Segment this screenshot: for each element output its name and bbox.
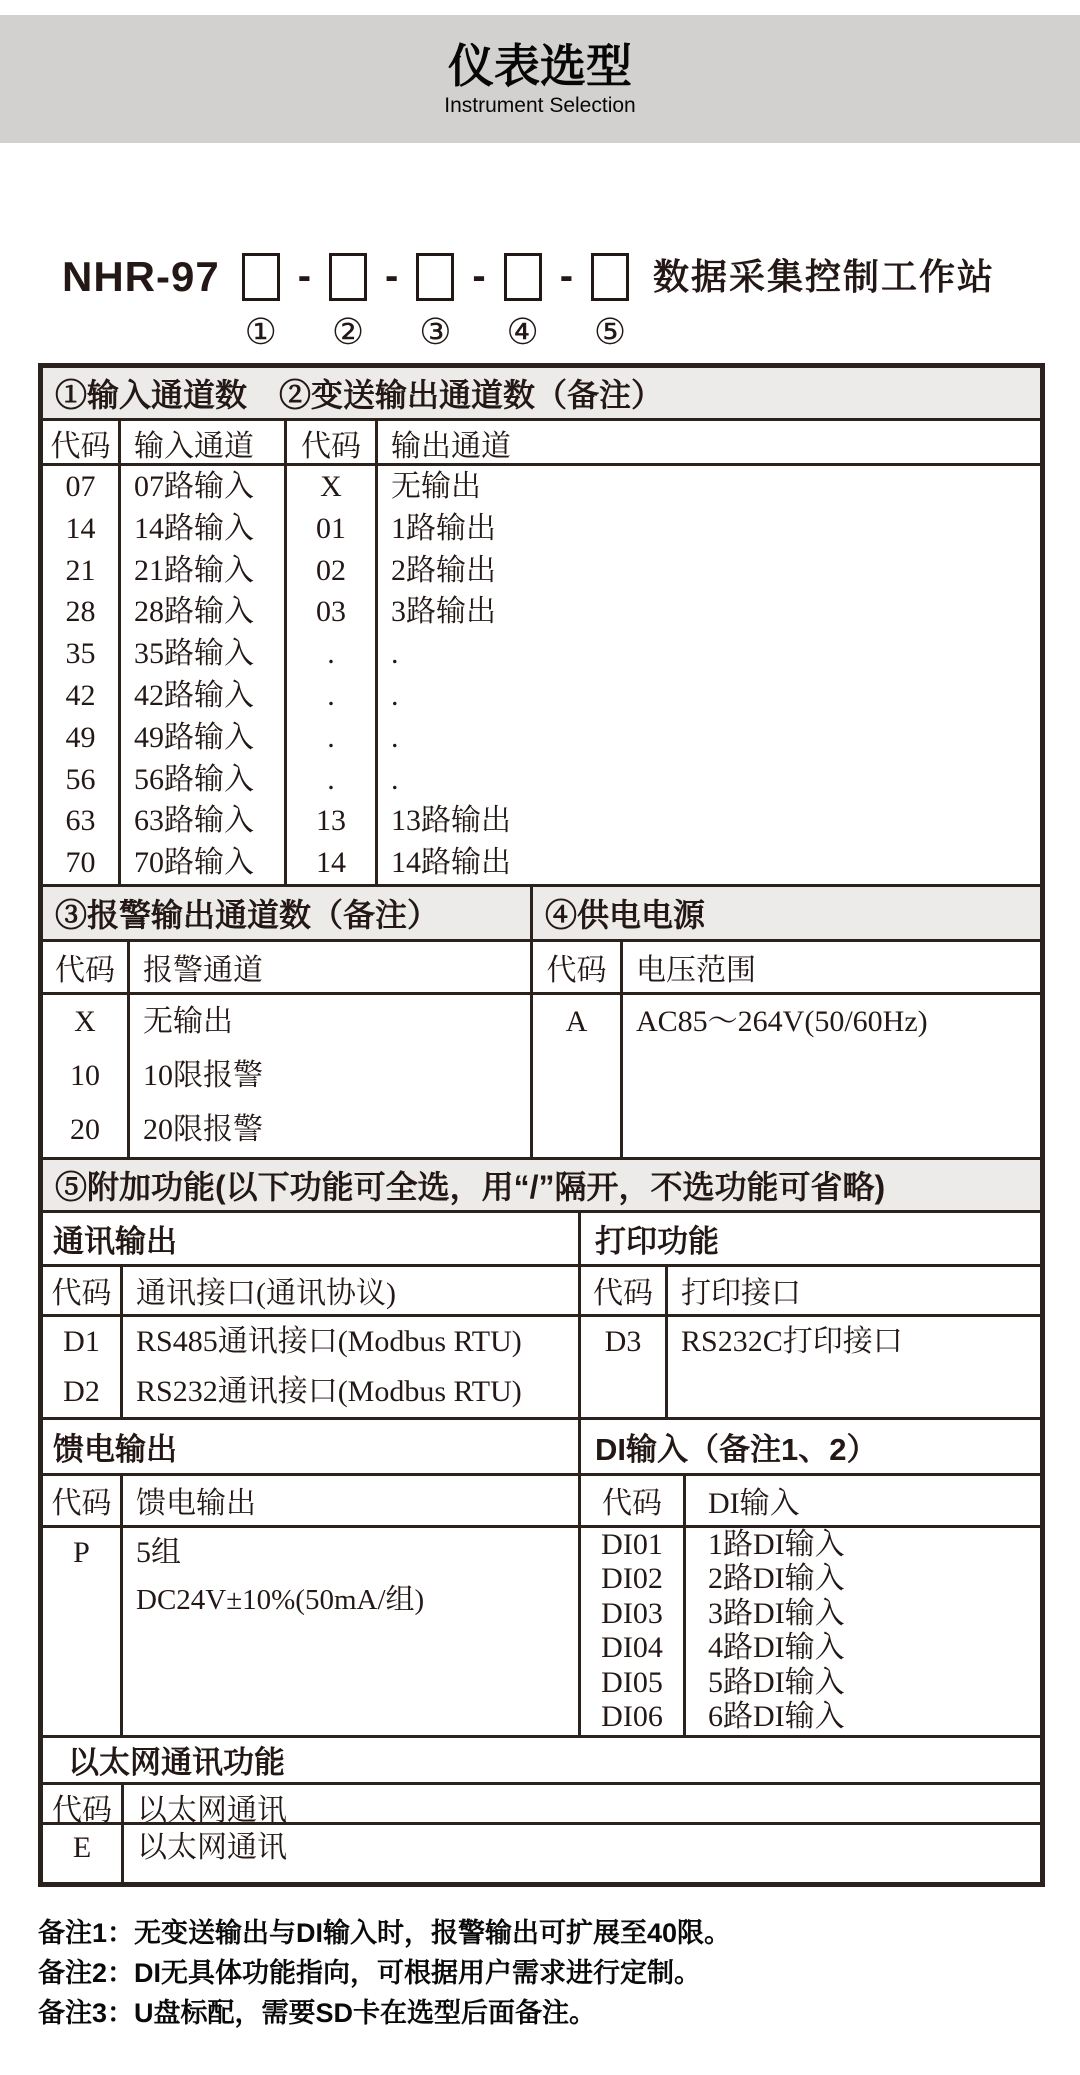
- feed-output-title: 馈电输出: [53, 1431, 177, 1467]
- table-cell: X: [74, 1004, 96, 1038]
- table-cell: 56: [65, 762, 96, 796]
- section-1-2-header: ①输入通道数 ②变送输出通道数（备注）: [43, 368, 1040, 418]
- table-cell: 10: [70, 1058, 100, 1092]
- feed-di-body: [43, 1525, 1040, 1735]
- output-code-column: [284, 466, 375, 884]
- table-cell: .: [327, 762, 335, 796]
- table-cell: 07路输入: [134, 470, 254, 503]
- table-cell: 无输出: [143, 1004, 233, 1038]
- model-slot-1: [242, 253, 280, 351]
- di-code-column: [581, 1528, 683, 1735]
- section-4-body: [530, 995, 1040, 1157]
- feed-label-column: [120, 1528, 578, 1735]
- position-number-1: ①: [244, 312, 277, 352]
- table-cell: 2路输出: [391, 553, 496, 587]
- section-3-4-body: [43, 992, 1040, 1157]
- model-prefix: NHR-97: [62, 253, 220, 300]
- print-code-column: [581, 1317, 665, 1417]
- table-cell: DI04: [601, 1631, 663, 1665]
- input-label-column: [118, 466, 284, 884]
- table-cell: A: [565, 1004, 588, 1038]
- table-cell: 3路输出: [391, 595, 496, 629]
- feed-body: [43, 1528, 578, 1735]
- col-header-feed-output: 馈电输出: [120, 1476, 578, 1525]
- table-cell: 6路DI输入: [708, 1700, 845, 1734]
- table-cell: 21路输入: [134, 553, 254, 587]
- table-cell: 13路输出: [391, 804, 511, 838]
- table-cell: 无输出: [391, 470, 481, 503]
- table-cell: 5组: [136, 1535, 181, 1569]
- section-4-header: ④供电电源: [530, 887, 1040, 939]
- table-cell: RS232通讯接口(Modbus RTU): [136, 1374, 522, 1408]
- col-header-code: 代码: [55, 953, 115, 987]
- alarm-code-column: [43, 995, 127, 1157]
- col-header-code: 代码: [593, 1277, 653, 1311]
- ethernet-code-column: [43, 1825, 121, 1882]
- col-header-output-channel: 输出通道: [375, 421, 1040, 465]
- table-cell: 20: [70, 1112, 100, 1146]
- feed-di-title-row: [43, 1417, 1040, 1473]
- table-cell: 49路输入: [134, 720, 254, 754]
- table-cell: 14: [316, 846, 346, 880]
- ethernet-title: 以太网通讯功能: [43, 1735, 1040, 1782]
- table-cell: P: [73, 1535, 90, 1569]
- table-cell: 63路输入: [134, 804, 254, 838]
- table-cell: 42路输入: [134, 678, 254, 712]
- table-cell: 42: [65, 678, 96, 712]
- model-dash-1: -: [297, 254, 312, 298]
- power-code-column: [533, 995, 620, 1157]
- section-5-header: ⑤附加功能(以下功能可全选，用“/”隔开，不选功能可省略): [43, 1157, 1040, 1210]
- di-label-column: [683, 1528, 1040, 1735]
- di-body: [578, 1528, 1040, 1735]
- section-3-body: [43, 995, 530, 1157]
- table-cell: .: [391, 720, 399, 754]
- table-cell: 4路DI输入: [708, 1631, 845, 1665]
- table-cell: D3: [604, 1324, 642, 1358]
- section-3-4-column-headers: [43, 939, 1040, 992]
- table-cell: E: [72, 1830, 92, 1864]
- page-subtitle: Instrument Selection: [444, 94, 636, 117]
- table-cell: 28路输入: [134, 595, 254, 629]
- model-position-box-2: [329, 253, 367, 301]
- comm-body: [43, 1317, 578, 1417]
- table-cell: DI05: [601, 1665, 663, 1699]
- table-cell: 14: [65, 511, 96, 545]
- table-cell: .: [391, 678, 399, 712]
- col-header-code: 代码: [602, 1487, 662, 1521]
- table-cell: 35路输入: [134, 637, 254, 671]
- print-column-headers: [578, 1267, 1040, 1314]
- table-cell: 1路DI输入: [708, 1527, 845, 1561]
- table-cell: 70: [65, 846, 96, 880]
- alarm-label-column: [127, 995, 530, 1157]
- table-cell: .: [327, 637, 335, 671]
- input-code-column: [43, 466, 118, 884]
- section-4-column-headers: [530, 942, 1040, 992]
- col-header-comm-interface: 通讯接口(通讯协议): [120, 1267, 578, 1314]
- feed-column-headers: [43, 1476, 578, 1525]
- table-cell: 13: [316, 804, 346, 838]
- print-body: [578, 1317, 1040, 1417]
- table-cell: .: [391, 637, 399, 671]
- table-cell: .: [327, 678, 335, 712]
- model-position-box-5: [591, 253, 629, 301]
- note-2: 备注2：DI无具体功能指向，可根据用户需求进行定制。: [38, 1957, 702, 1988]
- table-cell: D2: [63, 1374, 100, 1408]
- section-3-4-header-row: [43, 884, 1040, 939]
- position-number-3: ③: [419, 312, 452, 352]
- table-cell: 3路DI输入: [708, 1596, 845, 1630]
- position-number-2: ②: [331, 312, 365, 352]
- col-header-di-input: DI输入: [683, 1476, 1040, 1525]
- model-slot-5: [591, 253, 629, 351]
- table-cell: 14路输入: [134, 511, 254, 545]
- model-slot-2: [329, 253, 367, 351]
- model-position-box-1: [242, 253, 280, 301]
- position-number-4: ④: [506, 312, 539, 352]
- page-banner: [0, 15, 1080, 143]
- print-function-title: 打印功能: [578, 1213, 1040, 1264]
- model-position-box-3: [416, 253, 454, 301]
- model-slot-4: [504, 253, 542, 351]
- model-position-box-4: [504, 253, 542, 301]
- note-1: 备注1：无变送输出与DI输入时，报警输出可扩展至40限。: [38, 1917, 732, 1948]
- table-cell: 5路DI输入: [708, 1665, 845, 1699]
- comm-column-headers: [43, 1267, 578, 1314]
- table-cell: 35: [65, 637, 96, 671]
- table-cell: .: [391, 762, 399, 796]
- section-1-2-body: [43, 463, 1040, 884]
- table-cell: 49: [65, 720, 96, 754]
- print-label-column: [665, 1317, 1040, 1417]
- comm-print-title-row: [43, 1210, 1040, 1264]
- table-cell: DI03: [601, 1596, 663, 1630]
- selection-table: [38, 363, 1045, 1887]
- col-header-alarm-channel: 报警通道: [127, 942, 530, 992]
- ethernet-body: [43, 1822, 1040, 1882]
- comm-print-column-headers: [43, 1264, 1040, 1314]
- col-header-code: 代码: [51, 1277, 112, 1311]
- table-cell: 63: [65, 804, 96, 838]
- output-label-column: [375, 466, 1040, 884]
- col-header-ethernet: 以太网通讯: [121, 1785, 1040, 1829]
- table-cell: 02: [316, 553, 346, 587]
- col-header-code: 代码: [284, 421, 375, 465]
- col-header-code: 代码: [51, 1487, 112, 1521]
- col-header-input-channel: 输入通道: [118, 421, 284, 465]
- feed-code-column: [43, 1528, 120, 1735]
- col-header-voltage-range: 电压范围: [620, 942, 1040, 992]
- col-header-code: 代码: [50, 430, 111, 463]
- table-cell: 1路输出: [391, 511, 496, 545]
- section-3-column-headers: [43, 942, 530, 992]
- note-3: 备注3：U盘标配，需要SD卡在选型后面备注。: [38, 1997, 597, 2028]
- ethernet-column-headers: [43, 1782, 1040, 1827]
- model-code-diagram: [62, 253, 1080, 351]
- table-cell: 07: [65, 470, 96, 503]
- table-cell: DI01: [601, 1527, 663, 1561]
- table-cell: 2路DI输入: [708, 1562, 845, 1596]
- comm-output-title: 通讯输出: [53, 1223, 177, 1259]
- model-dash-2: -: [385, 254, 399, 298]
- table-cell: D1: [63, 1324, 100, 1358]
- table-cell: X: [320, 470, 342, 503]
- table-cell: DC24V±10%(50mA/组): [136, 1583, 425, 1616]
- table-cell: AC85～264V(50/60Hz): [636, 1004, 928, 1038]
- table-cell: 01: [316, 511, 346, 545]
- page-title: 仪表选型: [448, 40, 632, 92]
- model-dash-3: -: [472, 254, 486, 298]
- table-cell: 10限报警: [143, 1058, 263, 1092]
- table-cell: 20限报警: [143, 1112, 263, 1146]
- feed-di-column-headers: [43, 1473, 1040, 1525]
- position-number-5: ⑤: [593, 312, 627, 352]
- col-header-code: 代码: [546, 953, 607, 987]
- table-cell: RS232C打印接口: [681, 1324, 903, 1358]
- di-input-title: DI输入（备注1、2）: [578, 1420, 1040, 1473]
- comm-print-body: [43, 1314, 1040, 1417]
- table-cell: 28: [65, 595, 96, 629]
- comm-label-column: [120, 1317, 578, 1417]
- table-cell: DI06: [601, 1700, 663, 1734]
- model-dash-4: -: [559, 254, 574, 298]
- model-product-name: 数据采集控制工作站: [653, 256, 996, 297]
- col-header-print-interface: 打印接口: [665, 1267, 1040, 1314]
- table-cell: .: [327, 720, 335, 754]
- table-cell: 以太网通讯: [137, 1830, 287, 1864]
- power-label-column: [620, 995, 1040, 1157]
- comm-code-column: [43, 1317, 120, 1417]
- model-slot-3: [416, 253, 454, 351]
- ethernet-label-column: [121, 1825, 1040, 1882]
- table-cell: 70路输入: [134, 846, 254, 880]
- table-cell: 03: [316, 595, 346, 629]
- section-1-2-column-headers: [43, 418, 1040, 463]
- table-cell: RS485通讯接口(Modbus RTU): [136, 1324, 522, 1358]
- table-cell: 21: [65, 553, 96, 587]
- di-column-headers: [578, 1476, 1040, 1525]
- table-cell: 14路输出: [391, 846, 511, 880]
- section-3-header: ③报警输出通道数（备注）: [55, 896, 440, 933]
- footer-notes: [38, 1913, 1080, 2033]
- col-header-code: 代码: [52, 1793, 112, 1827]
- table-cell: DI02: [601, 1562, 663, 1596]
- table-cell: 56路输入: [134, 762, 254, 796]
